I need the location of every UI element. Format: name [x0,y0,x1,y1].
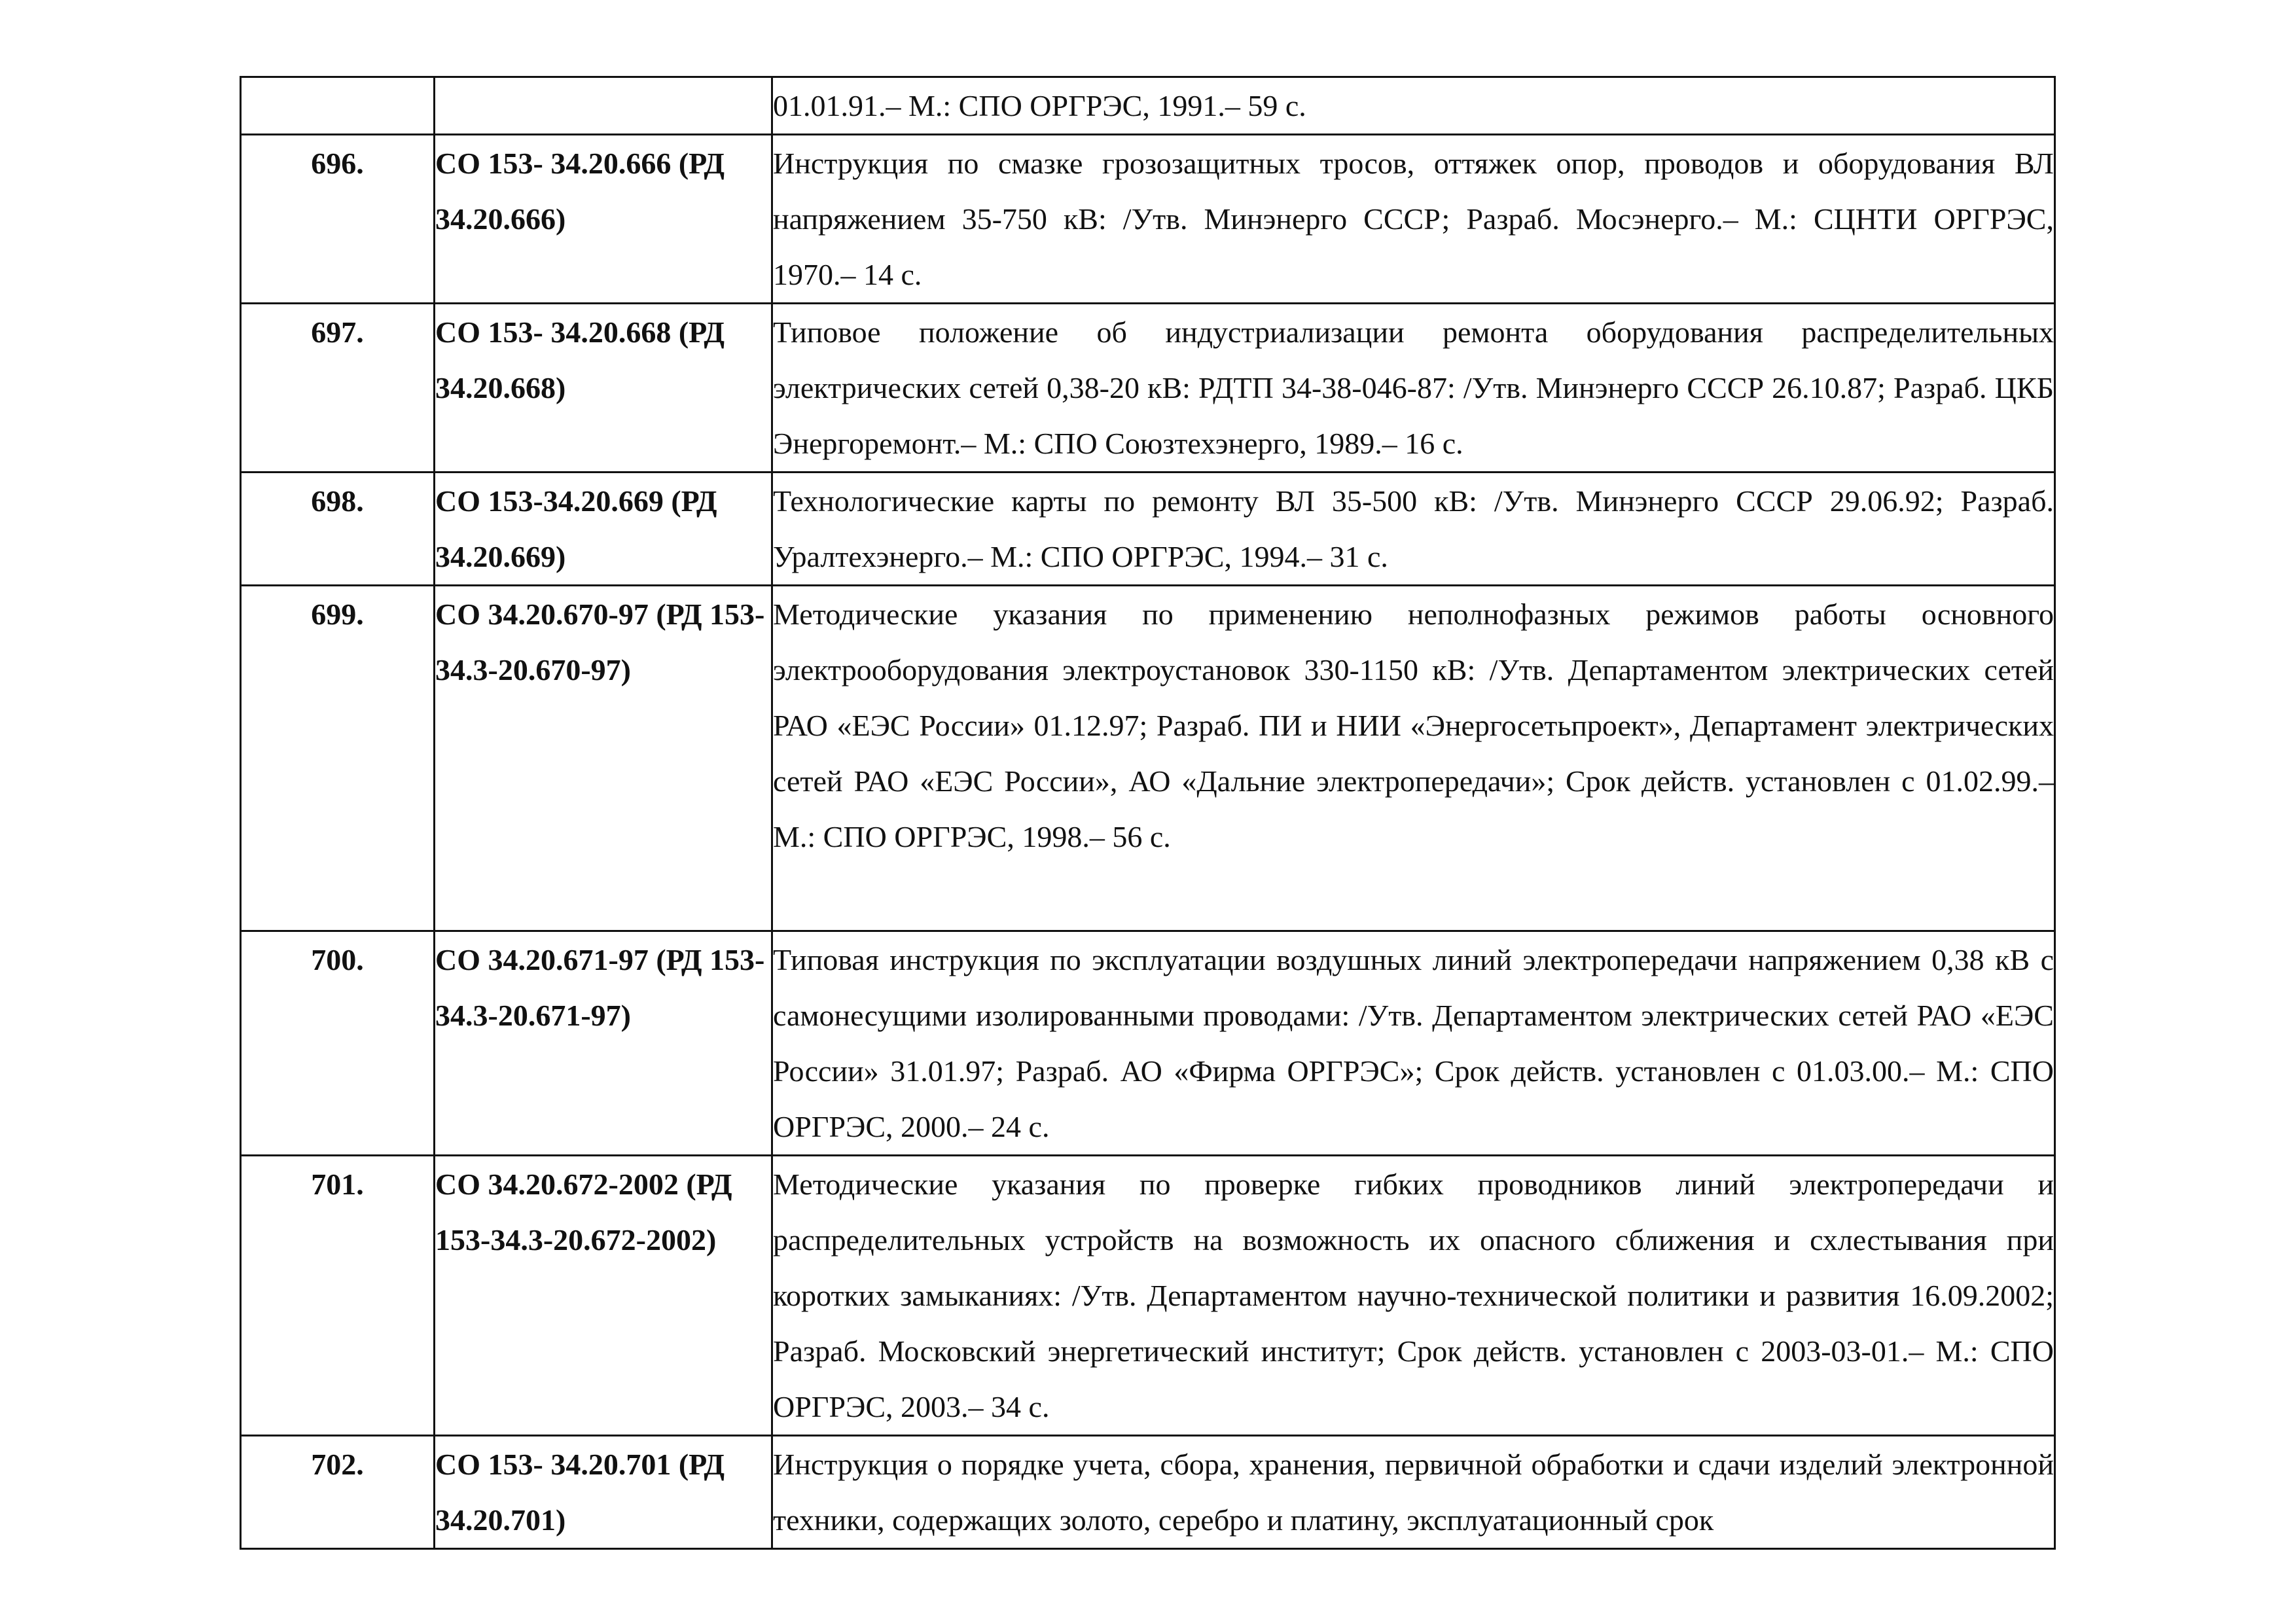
document-description: Типовое положение об индустриализации ремонта оборудования распределительных электрических сетей 0,38-20 кВ: РДТП 34-38-046-87: /Утв. Минэнерго СССР 26.10.87; Разраб. ЦКБ Энергоремонт.– М.: СПО Союзтехэнерго, 1989.– 16 с. [772,304,2055,473]
row-number: 701. [241,1156,435,1436]
table-row [241,586,2055,931]
document-description: Методические указания по проверке гибких проводников линий электропередачи и распределительных устройств на возможность их опасного сближения и схлестывания при коротких замыканиях: /Утв. Департаментом научно-технической политики и развития 16.09.2002; Разраб. Московский энергетический институт; Срок действ. установлен с 2003-03-01.– М.: СПО ОРГРЭС, 2003.– 34 с. [772,1156,2055,1436]
table-row [241,1436,2055,1549]
document-description: Инструкция о порядке учета, сбора, хранения, первичной обработки и сдачи изделий электронной техники, содержащих золото, серебро и платину, эксплуатационный срок [772,1436,2055,1549]
table-row [241,77,2055,135]
table-row [241,304,2055,473]
row-number: 699. [241,586,435,931]
document-code: СО 153- 34.20.668 (РД 34.20.668) [435,304,772,473]
document-description: 01.01.91.– М.: СПО ОРГРЭС, 1991.– 59 с. [772,77,2055,135]
document-code: СО 34.20.672-2002 (РД 153-34.3-20.672-2002) [435,1156,772,1436]
document-code: СО 34.20.670-97 (РД 153-34.3-20.670-97) [435,586,772,931]
row-number: 702. [241,1436,435,1549]
table-row [241,135,2055,304]
document-code: СО 153- 34.20.666 (РД 34.20.666) [435,135,772,304]
document-description: Методические указания по применению неполнофазных режимов работы основного электрооборудования электроустановок 330-1150 кВ: /Утв. Департаментом электрических сетей РАО «ЕЭС России» 01.12.97; Разраб. ПИ и НИИ «Энергосетьпроект», Департамент электрических сетей РАО «ЕЭС России», АО «Дальние электропередачи»; Срок действ. установлен с 01.02.99.– М.: СПО ОРГРЭС, 1998.– 56 с. [772,586,2055,931]
document-description: Технологические карты по ремонту ВЛ 35-500 кВ: /Утв. Минэнерго СССР 29.06.92; Разраб. Уралтехэнерго.– М.: СПО ОРГРЭС, 1994.– 31 с. [772,473,2055,586]
table-row [241,931,2055,1156]
row-number: 696. [241,135,435,304]
document-description: Типовая инструкция по эксплуатации воздушных линий электропередачи напряжением 0,38 кВ с самонесущими изолированными проводами: /Утв. Департаментом электрических сетей РАО «ЕЭС России» 31.01.97; Разраб. АО «Фирма ОРГРЭС»; Срок действ. установлен с 01.03.00.– М.: СПО ОРГРЭС, 2000.– 24 с. [772,931,2055,1156]
row-number: 697. [241,304,435,473]
row-number: 698. [241,473,435,586]
row-number [241,77,435,135]
document-code: СО 153- 34.20.701 (РД 34.20.701) [435,1436,772,1549]
table-row [241,1156,2055,1436]
document-description: Инструкция по смазке грозозащитных тросов, оттяжек опор, проводов и оборудования ВЛ напряжением 35-750 кВ: /Утв. Минэнерго СССР; Разраб. Мосэнерго.– М.: СЦНТИ ОРГРЭС, 1970.– 14 с. [772,135,2055,304]
table-row [241,473,2055,586]
document-code: СО 153-34.20.669 (РД 34.20.669) [435,473,772,586]
document-code [435,77,772,135]
row-number: 700. [241,931,435,1156]
document-table [240,76,2056,1550]
document-code: СО 34.20.671-97 (РД 153-34.3-20.671-97) [435,931,772,1156]
